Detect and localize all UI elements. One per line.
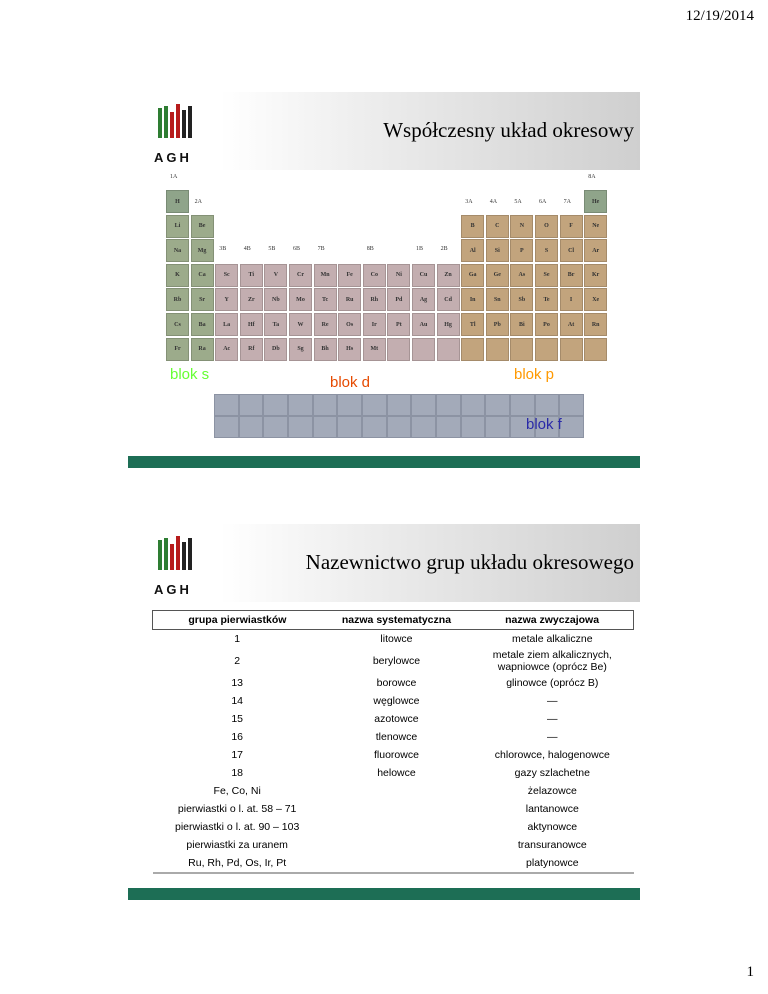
element-cell: Ir xyxy=(363,313,386,336)
table-cell: gazy szlachetne xyxy=(514,767,590,779)
element-cell: Cr xyxy=(289,264,312,287)
element-cell: Au xyxy=(412,313,435,336)
f-block-cell xyxy=(559,416,584,438)
f-block-cell xyxy=(263,416,288,438)
element-cell: Co xyxy=(363,264,386,287)
f-block-cell xyxy=(510,394,535,416)
element-cell: Tc xyxy=(314,288,337,311)
element-cell: Rh xyxy=(363,288,386,311)
element-cell: As xyxy=(510,264,533,287)
f-block-cell xyxy=(436,416,461,438)
element-cell: Sg xyxy=(289,338,312,361)
element-cell: K xyxy=(166,264,189,287)
element-cell: He xyxy=(584,190,607,213)
element-cell: In xyxy=(461,288,484,311)
element-cell: V xyxy=(264,264,287,287)
element-cell: Ta xyxy=(264,313,287,336)
element-cell: Bh xyxy=(314,338,337,361)
group-label: 7A xyxy=(563,199,571,205)
element-cell: Sc xyxy=(215,264,238,287)
element-cell: Y xyxy=(215,288,238,311)
table-cell: 13 xyxy=(231,677,243,689)
table-cell xyxy=(322,782,471,800)
element-cell: Ti xyxy=(240,264,263,287)
table-row xyxy=(153,836,634,854)
f-block-cell xyxy=(263,394,288,416)
group-label: 2A xyxy=(194,199,202,205)
table-cell xyxy=(322,854,471,873)
table-cell xyxy=(322,800,471,818)
f-block-cell xyxy=(535,394,560,416)
element-cell: Pb xyxy=(486,313,509,336)
element-cell: Sb xyxy=(510,288,533,311)
element-cell: Mn xyxy=(314,264,337,287)
element-cell: Kr xyxy=(584,264,607,287)
element-cell: Ca xyxy=(191,264,214,287)
element-cell: Os xyxy=(338,313,361,336)
element-cell: Ru xyxy=(338,288,361,311)
table-row xyxy=(153,710,634,728)
group-label: 5B xyxy=(268,246,276,252)
element-cell xyxy=(535,338,558,361)
group-label: 6A xyxy=(539,199,547,205)
slide-periodic-table xyxy=(128,92,640,468)
f-block-cell xyxy=(337,416,362,438)
table-cell: 1 xyxy=(234,633,241,645)
group-label: 4B xyxy=(243,246,251,252)
blok-d-label: blok d xyxy=(330,374,371,391)
element-cell: Mg xyxy=(191,239,214,262)
table-cell: — xyxy=(547,731,558,743)
element-cell: Tl xyxy=(461,313,484,336)
table-cell: 17 xyxy=(231,749,243,761)
f-block-cell xyxy=(411,394,436,416)
f-block-cell xyxy=(313,416,338,438)
element-cell: Ne xyxy=(584,215,607,238)
f-block-cell xyxy=(485,394,510,416)
element-cell: F xyxy=(560,215,583,238)
slide-group-naming xyxy=(128,524,640,900)
table-cell: pierwiastki o l. at. 90 – 103 xyxy=(175,821,300,833)
element-cell: Na xyxy=(166,239,189,262)
table-cell: 2 xyxy=(234,655,241,667)
naming-table xyxy=(152,610,634,874)
element-cell xyxy=(387,338,410,361)
table-row xyxy=(153,630,634,649)
element-cell: Ga xyxy=(461,264,484,287)
f-block-cell xyxy=(436,394,461,416)
element-cell: Pt xyxy=(387,313,410,336)
element-cell: Mt xyxy=(363,338,386,361)
element-cell: Rb xyxy=(166,288,189,311)
table-cell: 14 xyxy=(231,695,243,707)
table-cell: tlenowce xyxy=(375,731,418,743)
table-row xyxy=(153,800,634,818)
table-cell: glinowce (oprócz B) xyxy=(506,677,599,689)
table-cell: litowce xyxy=(380,633,413,645)
element-cell: O xyxy=(535,215,558,238)
slide-title: Nazewnictwo grup układu okresowego xyxy=(305,550,634,574)
element-cell: Fe xyxy=(338,264,361,287)
f-block-cell xyxy=(362,416,387,438)
group-label: 6B xyxy=(293,246,301,252)
table-cell: helowce xyxy=(377,767,416,779)
table-cell: 16 xyxy=(231,731,243,743)
element-cell xyxy=(486,338,509,361)
table-row xyxy=(153,674,634,692)
footer-bar xyxy=(128,888,640,900)
table-cell: Ru, Rh, Pd, Os, Ir, Pt xyxy=(153,854,322,873)
element-cell: Zn xyxy=(437,264,460,287)
element-cell: Br xyxy=(560,264,583,287)
element-cell xyxy=(560,338,583,361)
table-cell: berylowce xyxy=(372,655,421,667)
blok-s-label: blok s xyxy=(170,366,210,383)
element-cell: Cl xyxy=(560,239,583,262)
f-block-cell xyxy=(337,394,362,416)
element-cell: Li xyxy=(166,215,189,238)
table-row xyxy=(153,746,634,764)
element-cell: P xyxy=(510,239,533,262)
group-label: 1A xyxy=(170,174,178,180)
logo-text: AGH xyxy=(154,582,192,597)
element-cell xyxy=(412,338,435,361)
element-cell: B xyxy=(461,215,484,238)
f-block-cell xyxy=(214,416,239,438)
element-cell: Mo xyxy=(289,288,312,311)
f-block-cell xyxy=(288,394,313,416)
table-cell: fluorowce xyxy=(373,749,419,761)
element-cell: H xyxy=(166,190,189,213)
blok-p-label: blok p xyxy=(514,366,555,383)
group-label: 3A xyxy=(465,199,473,205)
f-block-cell xyxy=(461,416,486,438)
element-cell: Si xyxy=(486,239,509,262)
element-cell: S xyxy=(535,239,558,262)
f-block-cell xyxy=(239,394,264,416)
group-label: 4A xyxy=(489,199,498,205)
page-number: 1 xyxy=(746,964,754,980)
element-cell: Hg xyxy=(437,313,460,336)
element-cell: Cd xyxy=(437,288,460,311)
table-row xyxy=(153,818,634,836)
table-cell: azotowce xyxy=(374,713,419,725)
table-cell xyxy=(322,836,471,854)
page-date: 12/19/2014 xyxy=(685,8,754,24)
table-cell: — xyxy=(547,695,558,707)
table-cell: transuranowce xyxy=(517,839,587,851)
table-row xyxy=(153,728,634,746)
element-cell: Nb xyxy=(264,288,287,311)
table-cell: żelazowce xyxy=(527,785,577,797)
table-cell: lantanowce xyxy=(525,803,579,815)
group-label: 1B xyxy=(416,246,424,252)
element-cell: Db xyxy=(264,338,287,361)
element-cell: Fr xyxy=(166,338,189,361)
table-cell: chlorowce, halogenowce xyxy=(494,749,610,761)
table-cell: pierwiastki o l. at. 58 – 71 xyxy=(177,803,297,815)
element-cell: Ra xyxy=(191,338,214,361)
table-cell: borowce xyxy=(376,677,417,689)
table-row xyxy=(153,764,634,782)
table-cell: metale ziem alkalicznych, wapniowce (oprócz Be) xyxy=(492,649,612,673)
table-cell: metale alkaliczne xyxy=(512,633,593,645)
element-cell: Ar xyxy=(584,239,607,262)
element-cell: Sn xyxy=(486,288,509,311)
f-block-cell xyxy=(239,416,264,438)
table-cell: Fe, Co, Ni xyxy=(213,785,261,797)
element-cell: Ba xyxy=(191,313,214,336)
element-cell: Ac xyxy=(215,338,238,361)
element-cell: Rn xyxy=(584,313,607,336)
element-cell: Re xyxy=(314,313,337,336)
column-header: nazwa zwyczajowa xyxy=(471,611,633,630)
element-cell xyxy=(461,338,484,361)
element-cell: I xyxy=(560,288,583,311)
element-cell: Ge xyxy=(486,264,509,287)
table-cell: platynowce xyxy=(471,854,633,873)
f-block-cell xyxy=(313,394,338,416)
element-cell: C xyxy=(486,215,509,238)
element-cell xyxy=(437,338,460,361)
slide-header xyxy=(128,92,640,170)
table-row xyxy=(153,692,634,710)
element-cell: Bi xyxy=(510,313,533,336)
footer-bar xyxy=(128,456,640,468)
element-cell: La xyxy=(215,313,238,336)
group-label: 2B xyxy=(440,246,448,252)
table-cell: aktynowce xyxy=(527,821,578,833)
f-block-cell xyxy=(362,394,387,416)
blok-f-label: blok f xyxy=(526,416,562,433)
f-block-cell xyxy=(411,416,436,438)
element-cell: Se xyxy=(535,264,558,287)
group-label: 7B xyxy=(317,246,325,252)
element-cell: Zr xyxy=(240,288,263,311)
table-row xyxy=(153,854,634,873)
element-cell: Pd xyxy=(387,288,410,311)
element-cell: Ni xyxy=(387,264,410,287)
column-header: nazwa systematyczna xyxy=(322,611,471,630)
f-block-cell xyxy=(387,416,412,438)
element-cell: Be xyxy=(191,215,214,238)
table-cell xyxy=(322,818,471,836)
f-block-cell xyxy=(387,394,412,416)
group-label: 5A xyxy=(514,199,522,205)
element-cell: Cu xyxy=(412,264,435,287)
table-cell: — xyxy=(547,713,558,725)
element-cell: Al xyxy=(461,239,484,262)
f-block-cell xyxy=(461,394,486,416)
element-cell: Te xyxy=(535,288,558,311)
element-cell: Ag xyxy=(412,288,435,311)
element-cell: Hf xyxy=(240,313,263,336)
table-cell: 18 xyxy=(231,767,243,779)
element-cell: W xyxy=(289,313,312,336)
group-label: 8B xyxy=(366,246,374,252)
table-cell: węglowce xyxy=(373,695,420,707)
f-block-cell xyxy=(214,394,239,416)
element-cell: At xyxy=(560,313,583,336)
f-block-cell xyxy=(485,416,510,438)
element-cell: Cs xyxy=(166,313,189,336)
slide-header xyxy=(128,524,640,602)
table-cell: 15 xyxy=(231,713,243,725)
table-row xyxy=(153,648,634,674)
column-header: grupa pierwiastków xyxy=(153,611,322,630)
element-cell: Po xyxy=(535,313,558,336)
element-cell: Xe xyxy=(584,288,607,311)
group-label: 3B xyxy=(219,246,227,252)
group-label: 8A xyxy=(588,174,596,180)
element-cell: Rf xyxy=(240,338,263,361)
f-block-cell xyxy=(559,394,584,416)
element-cell: Sr xyxy=(191,288,214,311)
element-cell xyxy=(510,338,533,361)
element-cell xyxy=(584,338,607,361)
table-header-row xyxy=(153,611,634,630)
element-cell: Hs xyxy=(338,338,361,361)
logo-text: AGH xyxy=(154,150,192,165)
slide-title: Współczesny układ okresowy xyxy=(383,118,634,142)
table-cell: pierwiastki za uranem xyxy=(186,839,288,851)
f-block-cell xyxy=(288,416,313,438)
element-cell: N xyxy=(510,215,533,238)
table-row xyxy=(153,782,634,800)
